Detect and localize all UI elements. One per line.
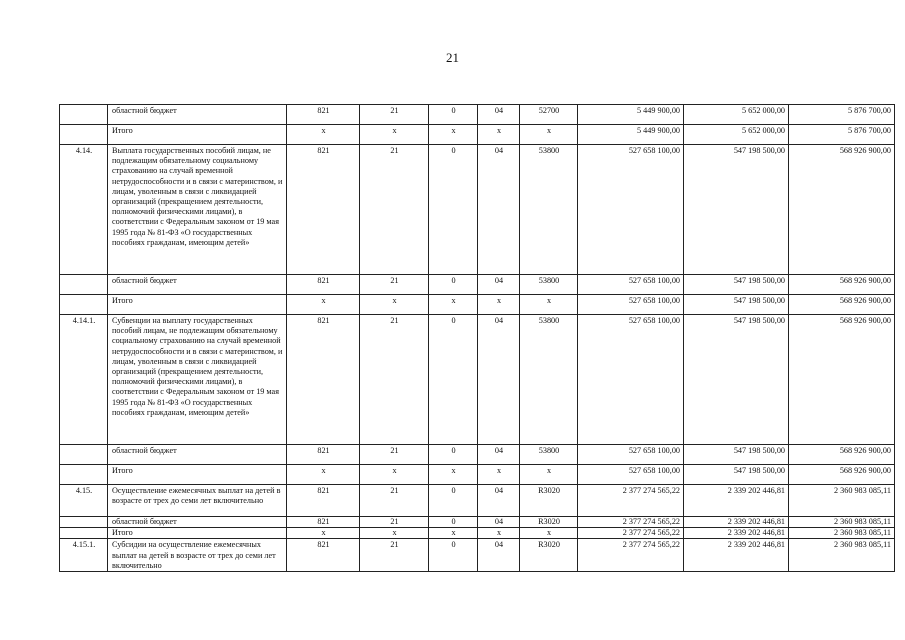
section-code: 21 xyxy=(360,445,429,465)
amount-year-1: 5 449 900,00 xyxy=(578,125,684,145)
amount-year-1: 527 658 100,00 xyxy=(578,465,684,485)
table-row xyxy=(60,275,895,295)
row-number xyxy=(60,275,108,295)
section-code: 21 xyxy=(360,315,429,445)
admin-code: 821 xyxy=(287,445,360,465)
table-row xyxy=(60,145,895,275)
expense-code: x xyxy=(520,465,578,485)
amount-year-1: 527 658 100,00 xyxy=(578,445,684,465)
subsection-code: 0 xyxy=(429,145,478,275)
amount-year-1: 527 658 100,00 xyxy=(578,145,684,275)
row-number xyxy=(60,465,108,485)
section-code: 21 xyxy=(360,517,429,528)
section-code: 21 xyxy=(360,539,429,572)
amount-year-3: 2 360 983 085,11 xyxy=(789,517,895,528)
amount-year-3: 568 926 900,00 xyxy=(789,275,895,295)
table-row xyxy=(60,105,895,125)
subsection-code: x xyxy=(429,125,478,145)
row-name: Субсидии на осуществление ежемесячных выплат на детей в возрасте от трех до семи лет включительно xyxy=(108,539,287,572)
program-code: 04 xyxy=(478,315,520,445)
amount-year-2: 2 339 202 446,81 xyxy=(684,539,789,572)
admin-code: 821 xyxy=(287,315,360,445)
amount-year-3: 568 926 900,00 xyxy=(789,445,895,465)
row-number xyxy=(60,528,108,539)
admin-code: 821 xyxy=(287,485,360,517)
admin-code: x xyxy=(287,295,360,315)
amount-year-3: 568 926 900,00 xyxy=(789,295,895,315)
row-name: областной бюджет xyxy=(108,445,287,465)
amount-year-2: 547 198 500,00 xyxy=(684,295,789,315)
amount-year-3: 568 926 900,00 xyxy=(789,465,895,485)
program-code: x xyxy=(478,125,520,145)
amount-year-2: 547 198 500,00 xyxy=(684,145,789,275)
table-row xyxy=(60,517,895,528)
amount-year-1: 5 449 900,00 xyxy=(578,105,684,125)
section-code: x xyxy=(360,528,429,539)
program-code: 04 xyxy=(478,105,520,125)
amount-year-3: 568 926 900,00 xyxy=(789,145,895,275)
amount-year-2: 2 339 202 446,81 xyxy=(684,517,789,528)
row-name: Субвенции на выплату государственных пособий лицам, не подлежащим обязательному социальному страхованию на случай временной нетрудоспособности и в связи с материнством, и лицам, уволенным в связи с ликвидацией организаций (прекращением деятельности, полномочий физическими лицами), в соответствии с Федеральным законом от 19 мая 1995 года № 81-ФЗ «О государственных пособиях гражданам, имеющим детей» xyxy=(108,315,287,445)
budget-table xyxy=(59,104,895,572)
row-name: Итого xyxy=(108,295,287,315)
table-row xyxy=(60,125,895,145)
amount-year-3: 2 360 983 085,11 xyxy=(789,539,895,572)
program-code: 04 xyxy=(478,485,520,517)
amount-year-1: 527 658 100,00 xyxy=(578,275,684,295)
expense-code: R3020 xyxy=(520,539,578,572)
admin-code: x xyxy=(287,465,360,485)
amount-year-3: 5 876 700,00 xyxy=(789,105,895,125)
admin-code: 821 xyxy=(287,145,360,275)
amount-year-2: 547 198 500,00 xyxy=(684,275,789,295)
subsection-code: 0 xyxy=(429,105,478,125)
subsection-code: 0 xyxy=(429,445,478,465)
row-name: Осуществление ежемесячных выплат на детей в возрасте от трех до семи лет включительно xyxy=(108,485,287,517)
subsection-code: 0 xyxy=(429,539,478,572)
expense-code: x xyxy=(520,295,578,315)
admin-code: 821 xyxy=(287,539,360,572)
page-number: 21 xyxy=(446,50,459,65)
amount-year-3: 568 926 900,00 xyxy=(789,315,895,445)
program-code: 04 xyxy=(478,517,520,528)
expense-code: R3020 xyxy=(520,485,578,517)
program-code: 04 xyxy=(478,539,520,572)
expense-code: x xyxy=(520,125,578,145)
subsection-code: 0 xyxy=(429,517,478,528)
admin-code: x xyxy=(287,125,360,145)
row-number: 4.15.1. xyxy=(60,539,108,572)
amount-year-3: 2 360 983 085,11 xyxy=(789,485,895,517)
row-number xyxy=(60,445,108,465)
admin-code: 821 xyxy=(287,105,360,125)
subsection-code: x xyxy=(429,465,478,485)
row-number: 4.14. xyxy=(60,145,108,275)
row-name: Итого xyxy=(108,465,287,485)
expense-code: 53800 xyxy=(520,315,578,445)
row-number: 4.14.1. xyxy=(60,315,108,445)
row-name: Выплата государственных пособий лицам, не подлежащим обязательному социальному страхованию на случай временной нетрудоспособности и в связи с материнством, и лицам, уволенным в связи с ликвидацией организаций (прекращением деятельности, полномочий физическими лицами), в соответствии с Федеральным законом от 19 мая 1995 года № 81-ФЗ «О государственных пособиях гражданам, имеющим детей» xyxy=(108,145,287,275)
row-number xyxy=(60,105,108,125)
admin-code: 821 xyxy=(287,517,360,528)
expense-code: 53800 xyxy=(520,445,578,465)
row-name: Итого xyxy=(108,528,287,539)
row-name: Итого xyxy=(108,125,287,145)
table-row xyxy=(60,539,895,572)
amount-year-1: 2 377 274 565,22 xyxy=(578,485,684,517)
section-code: 21 xyxy=(360,485,429,517)
row-number xyxy=(60,517,108,528)
table-row xyxy=(60,528,895,539)
row-number xyxy=(60,295,108,315)
section-code: x xyxy=(360,125,429,145)
subsection-code: x xyxy=(429,295,478,315)
program-code: x xyxy=(478,528,520,539)
expense-code: 52700 xyxy=(520,105,578,125)
row-number xyxy=(60,125,108,145)
program-code: x xyxy=(478,465,520,485)
row-number: 4.15. xyxy=(60,485,108,517)
amount-year-2: 547 198 500,00 xyxy=(684,465,789,485)
admin-code: x xyxy=(287,528,360,539)
program-code: 04 xyxy=(478,145,520,275)
amount-year-3: 2 360 983 085,11 xyxy=(789,528,895,539)
expense-code: x xyxy=(520,528,578,539)
amount-year-2: 2 339 202 446,81 xyxy=(684,528,789,539)
subsection-code: 0 xyxy=(429,485,478,517)
amount-year-2: 2 339 202 446,81 xyxy=(684,485,789,517)
expense-code: 53800 xyxy=(520,275,578,295)
amount-year-1: 527 658 100,00 xyxy=(578,315,684,445)
section-code: x xyxy=(360,295,429,315)
amount-year-2: 547 198 500,00 xyxy=(684,315,789,445)
subsection-code: 0 xyxy=(429,315,478,445)
row-name: областной бюджет xyxy=(108,275,287,295)
section-code: 21 xyxy=(360,145,429,275)
amount-year-1: 527 658 100,00 xyxy=(578,295,684,315)
program-code: 04 xyxy=(478,445,520,465)
amount-year-1: 2 377 274 565,22 xyxy=(578,539,684,572)
section-code: x xyxy=(360,465,429,485)
expense-code: R3020 xyxy=(520,517,578,528)
program-code: 04 xyxy=(478,275,520,295)
table-row xyxy=(60,445,895,465)
amount-year-2: 5 652 000,00 xyxy=(684,105,789,125)
amount-year-2: 547 198 500,00 xyxy=(684,445,789,465)
admin-code: 821 xyxy=(287,275,360,295)
expense-code: 53800 xyxy=(520,145,578,275)
section-code: 21 xyxy=(360,105,429,125)
amount-year-2: 5 652 000,00 xyxy=(684,125,789,145)
table-row xyxy=(60,465,895,485)
section-code: 21 xyxy=(360,275,429,295)
subsection-code: 0 xyxy=(429,275,478,295)
amount-year-1: 2 377 274 565,22 xyxy=(578,517,684,528)
amount-year-1: 2 377 274 565,22 xyxy=(578,528,684,539)
table-row xyxy=(60,315,895,445)
table-row xyxy=(60,485,895,517)
program-code: x xyxy=(478,295,520,315)
amount-year-3: 5 876 700,00 xyxy=(789,125,895,145)
row-name: областной бюджет xyxy=(108,105,287,125)
row-name: областной бюджет xyxy=(108,517,287,528)
subsection-code: x xyxy=(429,528,478,539)
table-row xyxy=(60,295,895,315)
